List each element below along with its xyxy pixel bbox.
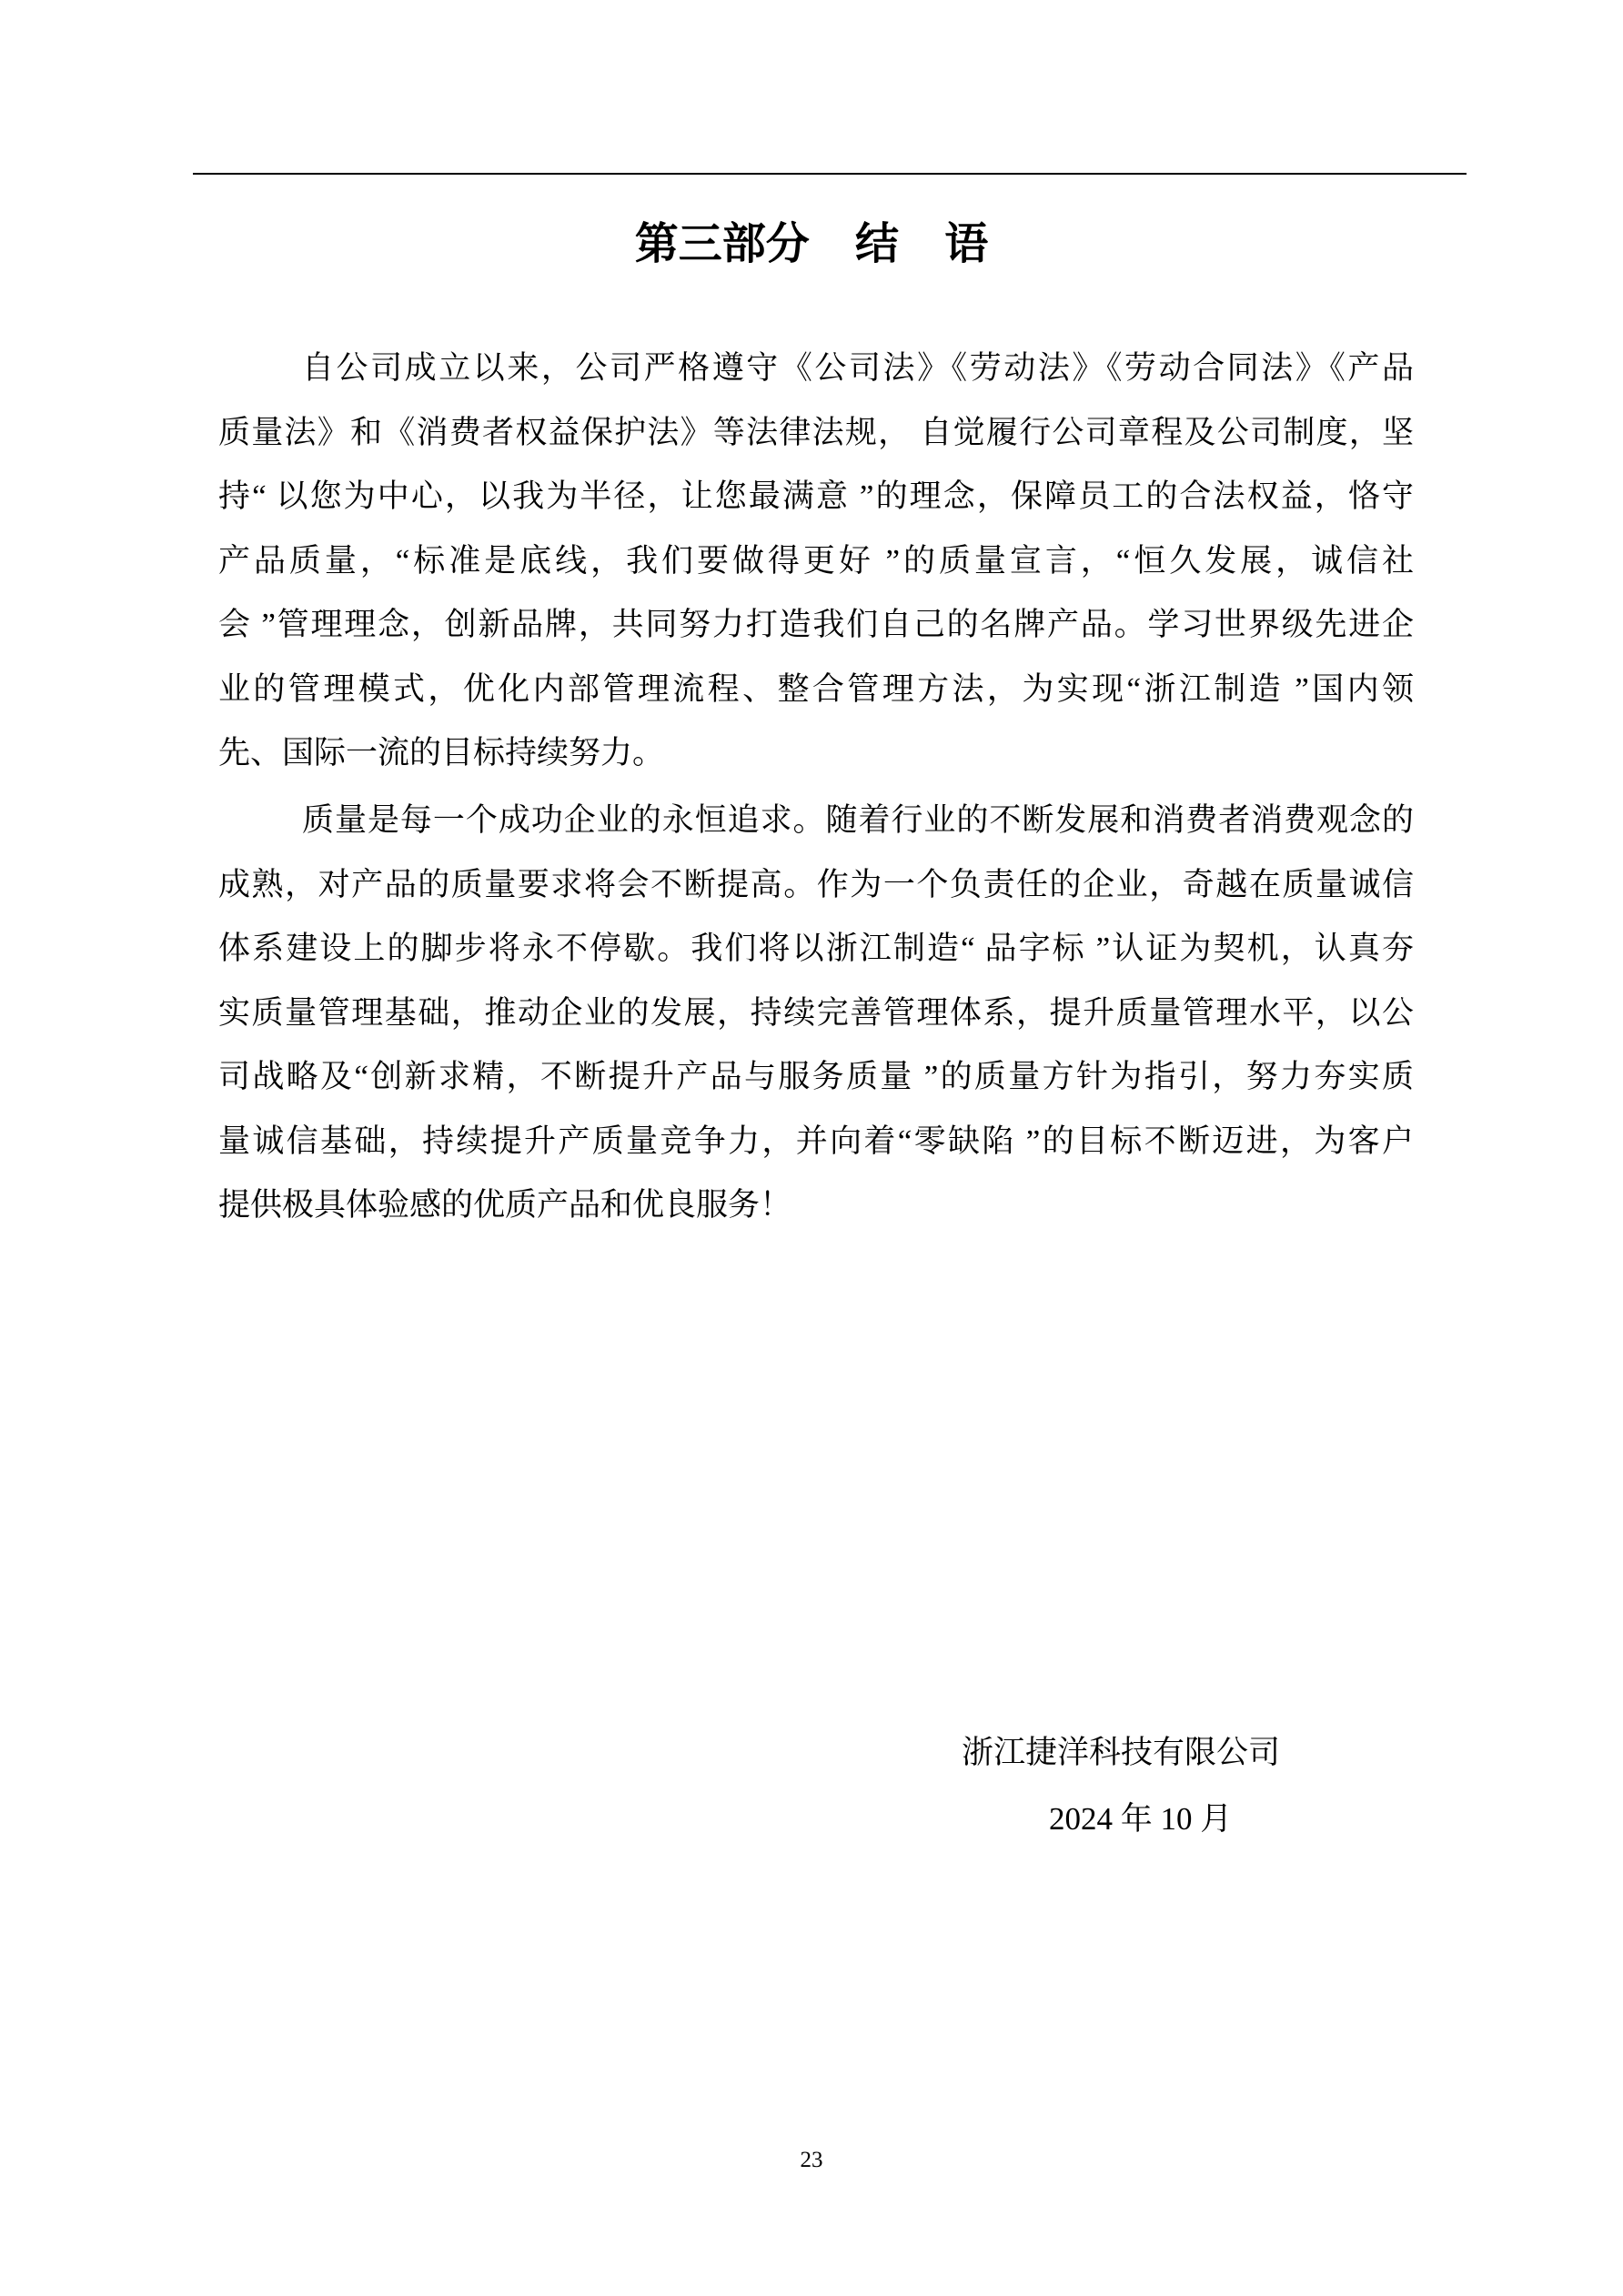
header-rule [193, 173, 1467, 175]
paragraph-line: 成熟，对产品的质量要求将会不断提高。作为一个负责任的企业，奇越在质量诚信 [218, 866, 1414, 902]
paragraph-line: 提供极具体验感的优质产品和优良服务！ [218, 1187, 792, 1223]
page-number: 23 [800, 2148, 823, 2172]
paragraph-line: 先、国际一流的目标持续努力。 [218, 735, 665, 770]
paragraph-line: 司战略及“创新求精，不断提升产品与服务质量 ”的质量方针为指引，努力夯实质 [218, 1059, 1414, 1094]
signature-company: 浙江捷洋科技有限公司 [962, 1735, 1281, 1770]
paragraph-line: 量诚信基础，持续提升产质量竞争力，并向着“零缺陷 ”的目标不断迈进，为客户 [218, 1123, 1414, 1159]
paragraph-line: 实质量管理基础，推动企业的发展，持续完善管理体系，提升质量管理水平，以公 [218, 994, 1414, 1031]
paragraph-line: 质量是每一个成功企业的永恒追求。随着行业的不断发展和消费者消费观念的 [302, 802, 1414, 838]
paragraph-line: 业的管理模式，优化内部管理流程、整合管理方法，为实现“浙江制造 ”国内领 [218, 670, 1414, 707]
paragraph-line: 产品质量，“标准是底线，我们要做得更好 ”的质量宣言，“恒久发展，诚信社 [218, 542, 1414, 579]
signature-date: 2024 年 10 月 [1049, 1801, 1233, 1837]
paragraph-line: 持“ 以您为中心，以我为半径，让您最满意 ”的理念，保障员工的合法权益，恪守 [218, 478, 1414, 514]
paragraph-line: 会 ”管理理念，创新品牌，共同努力打造我们自己的名牌产品。学习世界级先进企 [218, 607, 1414, 642]
section-title: 第三部分 结 语 [634, 218, 989, 269]
paragraph-line: 自公司成立以来，公司严格遵守《公司法》《劳动法》《劳动合同法》《产品 [302, 350, 1414, 386]
paragraph-line: 质量法》和《消费者权益保护法》等法律法规， 自觉履行公司章程及公司制度，坚 [218, 414, 1414, 450]
paragraph-line: 体系建设上的脚步将永不停歇。我们将以浙江制造“ 品字标 ”认证为契机，认真夯 [218, 931, 1414, 966]
paragraph [218, 789, 1414, 1238]
paragraph [218, 337, 1414, 786]
